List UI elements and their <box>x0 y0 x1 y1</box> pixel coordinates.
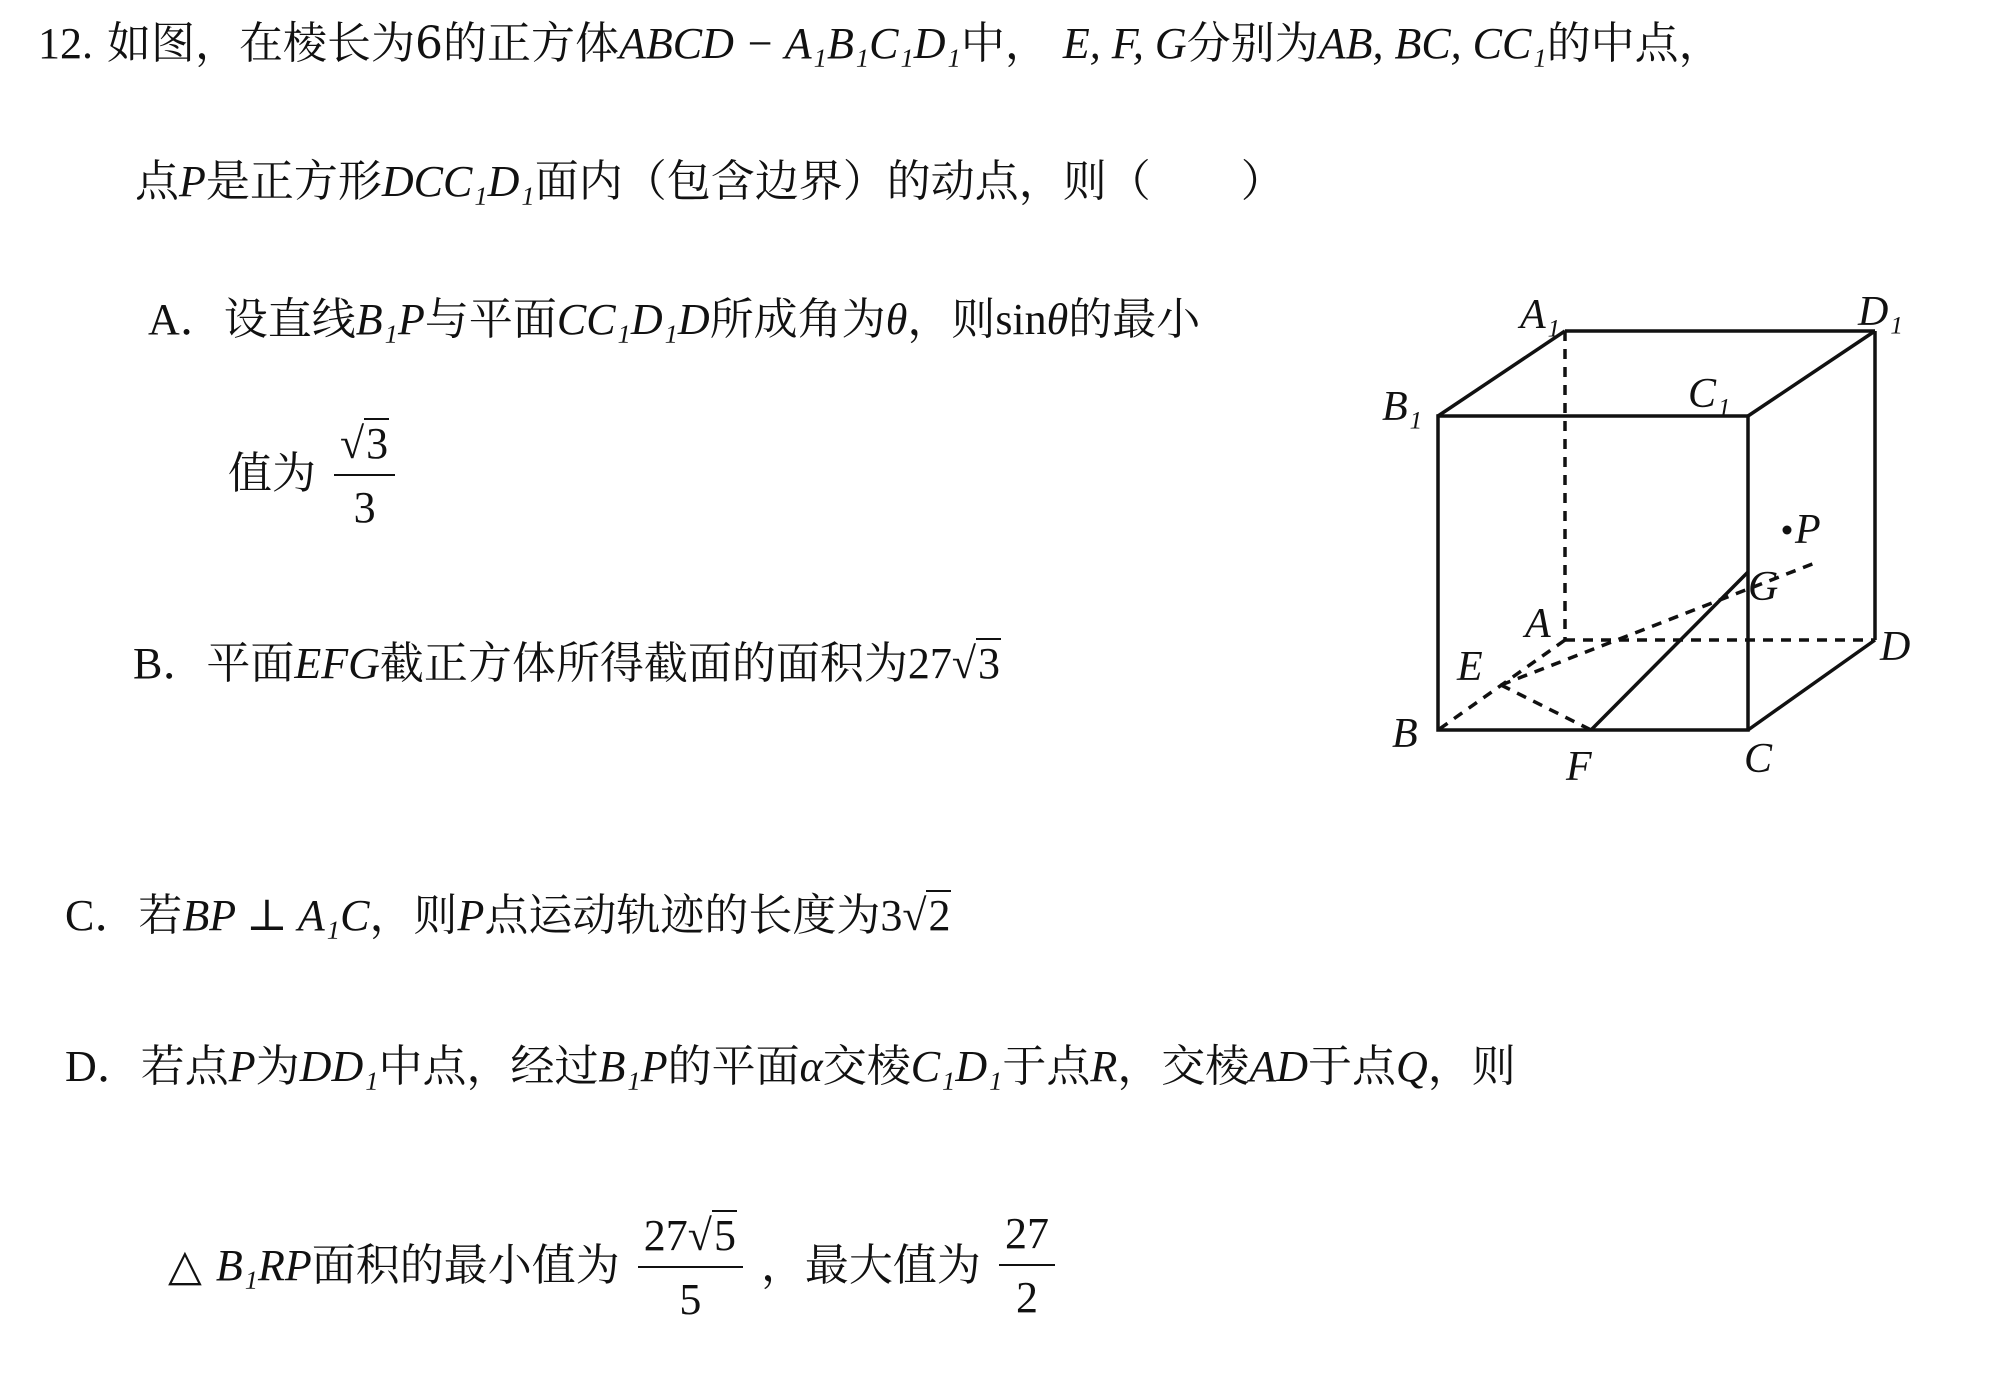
max-numerator: 27 <box>999 1212 1055 1266</box>
min-coef: 27 <box>643 1211 688 1260</box>
question-text: ） <box>1240 156 1285 207</box>
point-p: P <box>179 157 206 206</box>
option-d-line-2 <box>168 1210 1059 1322</box>
segment-f-g <box>1591 572 1748 730</box>
option-text: ，最大值为 <box>760 1240 981 1291</box>
value-radicand: 3 <box>978 639 1001 688</box>
cube-figure <box>1370 285 1970 805</box>
edge-c1d1: C₁D₁ <box>910 1042 1003 1091</box>
edge-ad: AD <box>1249 1042 1308 1091</box>
value-coef: 27 <box>907 639 952 688</box>
face-name: DCC₁D₁ <box>381 157 535 206</box>
option-text: 面积的最小值为 <box>311 1240 620 1291</box>
option-a-line-1 <box>148 294 1201 345</box>
point-q: Q <box>1395 1042 1428 1091</box>
fraction-min: $\frac{27√5}{5}$ <box>638 1210 743 1322</box>
option-text: 于点 <box>1002 1041 1091 1092</box>
label-b: B <box>1392 711 1418 757</box>
points-efg: E, F, G <box>1062 19 1187 68</box>
question-text: 的中点， <box>1546 18 1723 69</box>
option-text: 与平面 <box>424 294 557 345</box>
question-number: 12. <box>38 19 93 68</box>
front-face <box>1438 416 1748 730</box>
option-a-line-2 <box>228 418 399 530</box>
point-r: R <box>1090 1042 1118 1091</box>
edge-c-d <box>1748 640 1875 730</box>
question-text: 分别为 <box>1186 18 1319 69</box>
label-p: P <box>1795 507 1821 553</box>
alpha: α <box>799 1042 823 1091</box>
segment-e-f <box>1501 685 1591 730</box>
option-text: ，则 <box>1427 1041 1516 1092</box>
option-text: 设直线 <box>223 294 356 345</box>
question-text: 点 <box>135 156 179 207</box>
option-text: 若点 <box>140 1041 229 1092</box>
label-f: F <box>1566 744 1592 790</box>
option-text: 平面 <box>206 638 295 689</box>
min-denominator: 5 <box>679 1275 702 1324</box>
point-p-dot <box>1783 526 1792 535</box>
option-b-label: B． <box>133 639 207 688</box>
point-p: P <box>457 891 485 940</box>
question-text: 面内（包含边界）的动点，则（ <box>534 156 1151 207</box>
fraction-max <box>999 1209 1055 1322</box>
option-d-label: D． <box>65 1042 141 1091</box>
plane-name: CC₁D₁D <box>556 295 710 344</box>
edge-b1-a1 <box>1438 331 1565 416</box>
option-b-line: B．平面EFG截正方体所得截面的面积为27√3 <box>133 638 1001 689</box>
option-a-label: A． <box>148 295 224 344</box>
theta: θ <box>1046 295 1069 344</box>
option-text: 值为 <box>228 448 316 499</box>
segments: AB, BC, CC₁ <box>1318 19 1547 68</box>
question-text: 中， <box>960 18 1049 69</box>
label-a: A <box>1525 601 1551 647</box>
label-a1: A₁ <box>1520 292 1561 338</box>
option-text: ，则 <box>907 294 996 345</box>
option-text: ，则 <box>369 890 458 941</box>
triangle-symbol: △ <box>168 1241 202 1290</box>
option-text: 为 <box>255 1041 300 1092</box>
label-c: C <box>1744 736 1773 782</box>
option-c-line: C．若BP ⊥ A₁C，则P点运动轨迹的长度为3√2 <box>65 890 951 941</box>
option-text: ，交棱 <box>1117 1041 1250 1092</box>
edge-c1-d1 <box>1748 331 1875 416</box>
label-b1: B₁ <box>1382 384 1423 430</box>
segment-dd1: DD₁ <box>299 1042 379 1091</box>
cube-name: ABCD − A₁B₁C₁D₁ <box>619 19 961 68</box>
option-text: 中点，经过 <box>378 1041 599 1092</box>
label-e: E <box>1457 644 1483 690</box>
option-text: 于点 <box>1307 1041 1396 1092</box>
question-text: 如图，在棱长为6的正方体 <box>107 18 619 69</box>
min-radicand: 5 <box>713 1211 736 1260</box>
theta: θ <box>885 295 908 344</box>
sin: sin <box>995 295 1047 344</box>
option-text: 的平面 <box>667 1041 800 1092</box>
line-b1p: B₁P <box>355 295 425 344</box>
option-text: 若 <box>138 890 183 941</box>
option-d-line-1 <box>65 1041 1516 1092</box>
fraction-sqrt3-over-3: $\frac{√3}{3}$ <box>334 418 395 530</box>
triangle-name: B₁RP <box>215 1241 312 1290</box>
option-text: 的最小 <box>1068 294 1201 345</box>
max-denominator: 2 <box>1015 1273 1038 1322</box>
value-coef: 3 <box>880 891 903 940</box>
label-c1: C₁ <box>1688 371 1731 417</box>
option-c-label: C． <box>65 891 139 940</box>
line-b1p: B₁P <box>598 1042 668 1091</box>
value-radicand: 2 <box>928 891 951 940</box>
question-line-1 <box>38 18 1723 69</box>
option-text: 截正方体所得截面的面积为 <box>379 638 908 689</box>
question-line-2 <box>135 156 1285 207</box>
frac-numerator: 3 <box>366 419 389 468</box>
frac-denominator: 3 <box>353 483 376 532</box>
label-d1: D₁ <box>1858 289 1903 335</box>
option-text: 点运动轨迹的长度为 <box>484 890 881 941</box>
point-p: P <box>228 1042 256 1091</box>
option-text: 所成角为 <box>709 294 886 345</box>
plane-efg: EFG <box>294 639 380 688</box>
question-text: 是正方形 <box>205 156 382 207</box>
perp-condition: BP ⊥ A₁C <box>182 891 370 940</box>
option-text: 交棱 <box>822 1041 911 1092</box>
label-d: D <box>1880 624 1911 670</box>
label-g: G <box>1748 564 1779 610</box>
